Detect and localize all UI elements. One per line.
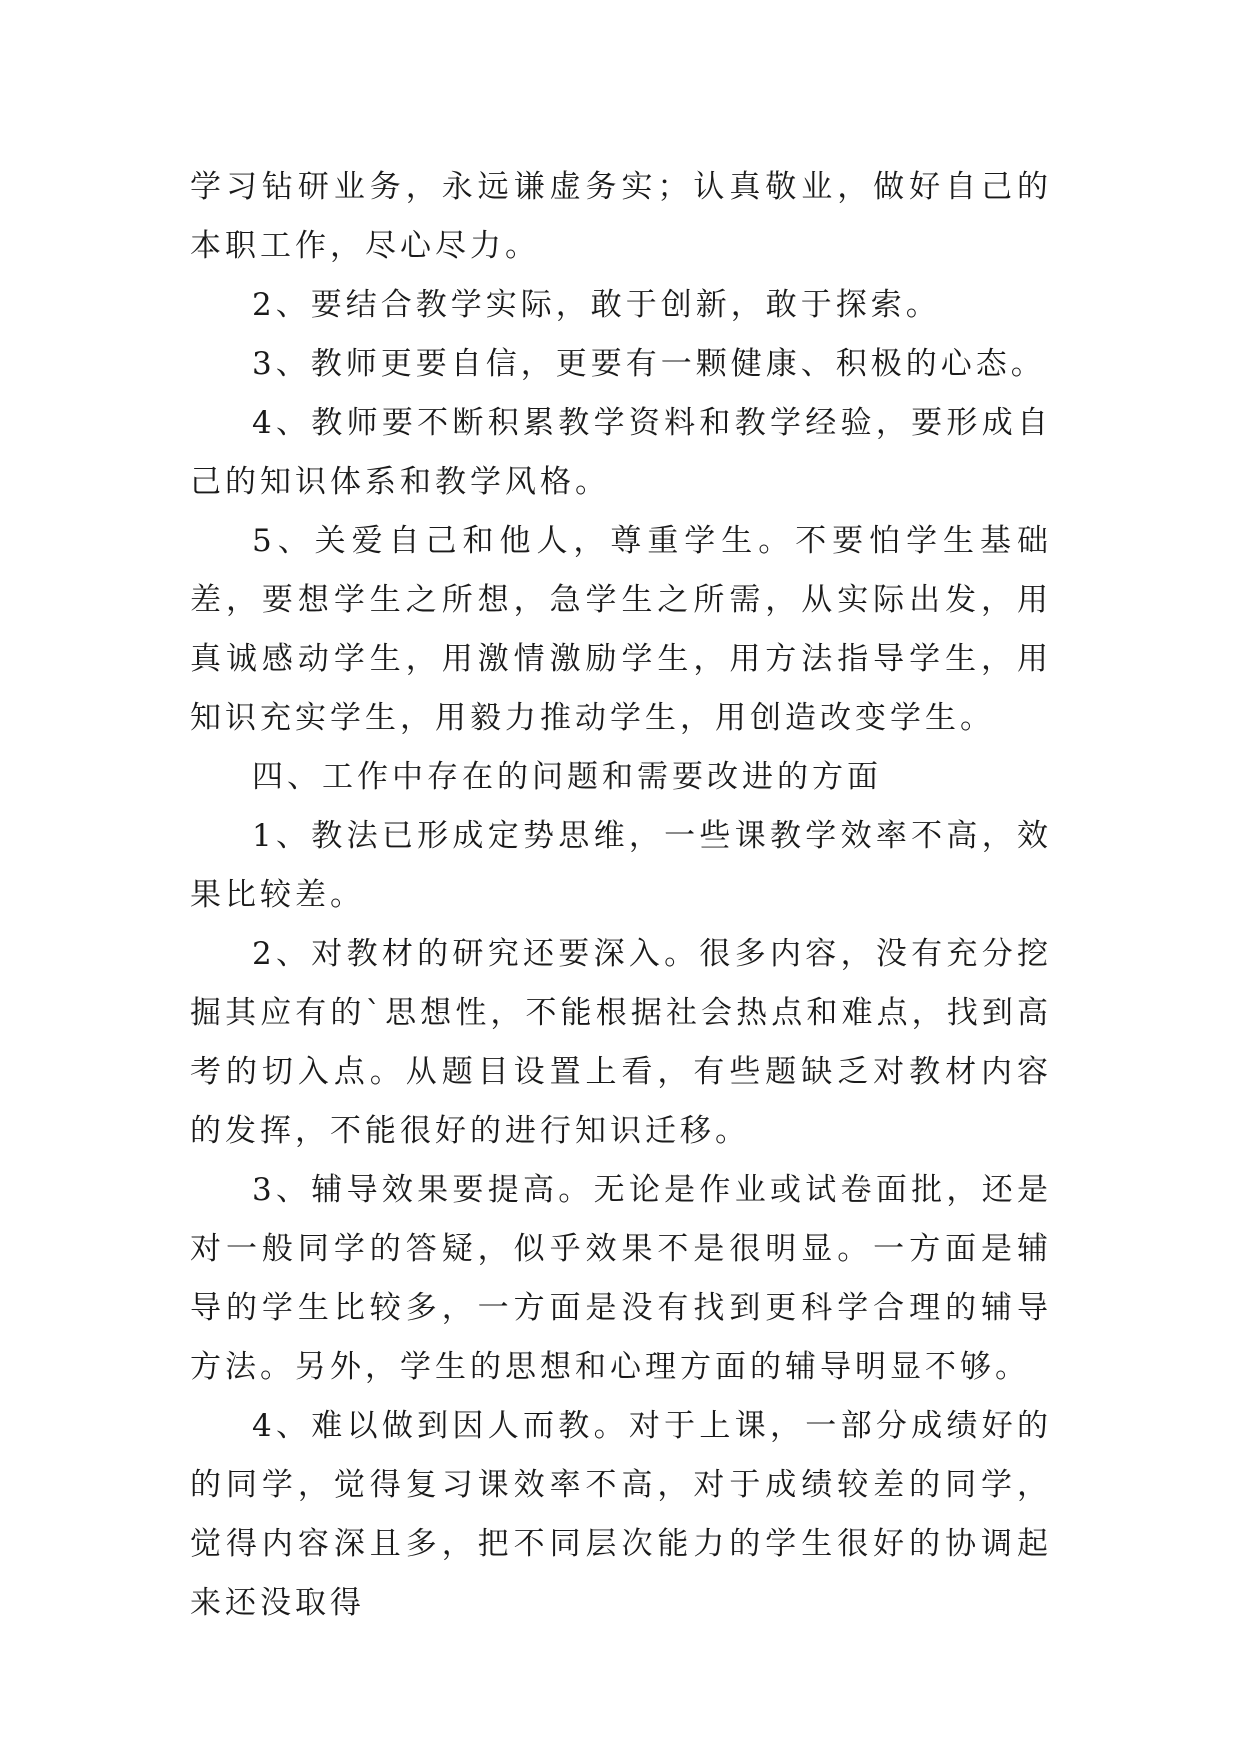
- problem-item-4: 4、难以做到因人而教。对于上课，一部分成绩好的的同学，觉得复习课效率不高，对于成绩较差的同学，觉得内容深且多，把不同层次能力的学生很好的协调起来还没取得: [190, 1408, 1052, 1621]
- document-body: [190, 158, 1052, 1633]
- paragraph-item-4: 4、教师要不断积累教学资料和教学经验，要形成自己的知识体系和教学风格。: [190, 405, 1052, 500]
- problem-item-1: 1、教法已形成定势思维，一些课教学效率不高，效果比较差。: [190, 818, 1052, 913]
- paragraph-continuation: 学习钻研业务，永远谦虚务实；认真敬业，做好自己的本职工作，尽心尽力。: [190, 169, 1052, 264]
- problem-item-2: 2、对教材的研究还要深入。很多内容，没有充分挖掘其应有的`思想性，不能根据社会热点和难点，找到高考的切入点。从题目设置上看，有些题缺乏对教材内容的发挥，不能很好的进行知识迁移。: [190, 936, 1052, 1149]
- paragraph-item-3: 3、教师更要自信，更要有一颗健康、积极的心态。: [252, 346, 1046, 382]
- section-heading-4: 四、工作中存在的问题和需要改进的方面: [252, 759, 882, 795]
- paragraph-item-2: 2、要结合教学实际，敢于创新，敢于探索。: [252, 287, 941, 323]
- problem-item-3: 3、辅导效果要提高。无论是作业或试卷面批，还是对一般同学的答疑，似乎效果不是很明显。一方面是辅导的学生比较多，一方面是没有找到更科学合理的辅导方法。另外，学生的思想和心理方面的辅导明显不够。: [190, 1172, 1052, 1385]
- paragraph-item-5: 5、关爱自己和他人，尊重学生。不要怕学生基础差，要想学生之所想，急学生之所需，从实际出发，用真诚感动学生，用激情激励学生，用方法指导学生，用知识充实学生，用毅力推动学生，用创造改变学生。: [190, 523, 1052, 736]
